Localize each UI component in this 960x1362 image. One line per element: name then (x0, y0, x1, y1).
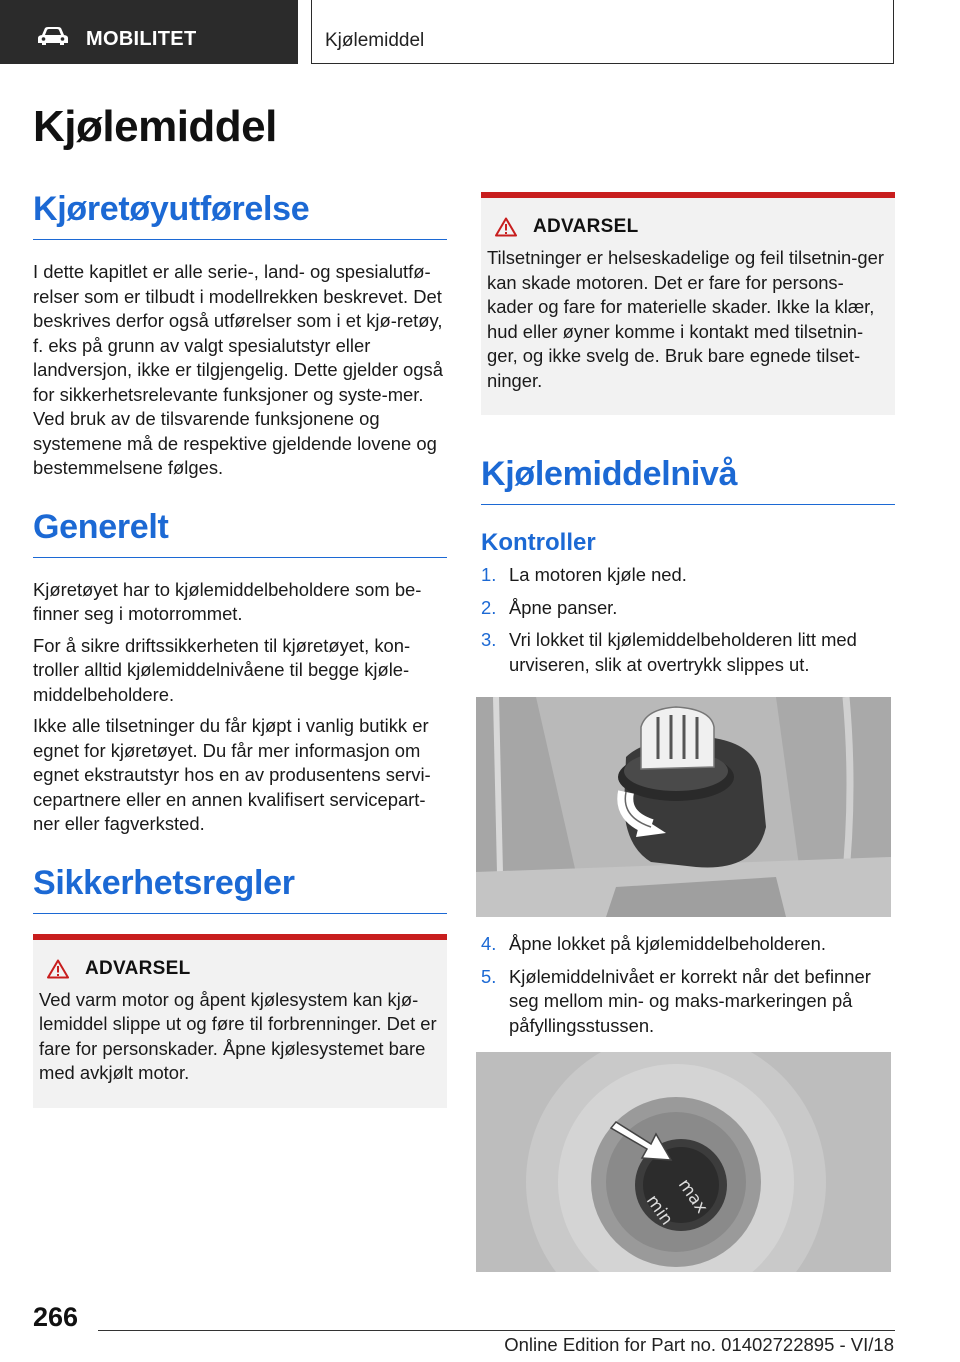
car-icon (36, 26, 70, 46)
page-number: 266 (33, 1302, 79, 1332)
footer-edition: Online Edition for Part no. 01402722895 - VI/18 (504, 1334, 894, 1355)
warning-title: ADVARSEL (533, 216, 639, 237)
general-text-1: Kjøretøyet har to kjølemiddelbeholdere som be‐finner seg i motorrommet. (33, 578, 422, 624)
coolant-cap-illustration (476, 697, 891, 917)
general-text-2: For å sikre driftssikkerheten til kjøretøyet, kon‐troller alltid kjølemiddelnivåene til begge kjøle‐middelbeholdere. (33, 634, 411, 705)
heading-coolant-level: Kjølemiddelnivå (481, 455, 895, 505)
filler-neck-illustration (476, 1052, 891, 1272)
warning-text: Ved varm motor og åpent kjølesystem kan kjø‐lemiddel slippe ut og føre til forbrenninger. Det er fare for personskader. Åpne kjølesystemet bare med avkjølt motor. (39, 988, 437, 1083)
steps-list-1 (481, 563, 895, 677)
heading-vehicle-version: Kjøretøyutførelse (33, 190, 447, 240)
step-item: 5. Kjølemiddelnivået er korrekt når det befinner seg mellom min- og maks-markeringen på påfyllingsstussen. (481, 965, 871, 1036)
warning-title: ADVARSEL (85, 957, 191, 979)
warning-triangle-icon (47, 959, 69, 979)
photo-filler-neck-markings (476, 1052, 891, 1272)
section-header (311, 0, 894, 64)
right-column (481, 192, 895, 685)
photo-reservoir-cap-turn (476, 697, 891, 917)
vehicle-version-text: I dette kapitlet er alle serie-, land- og spesialutfø‐relser som er tilbudt i modellrekken beskrevet. Det beskrives derfor også utførelser som i et kjø‐retøy, f. eks på grunn av valgt spesialutstyr eller landversjon, ikke er tilgjengelig. Dette gjelder også for sikkerhetsrelevante funksjoner og syste‐mer. Ved bruk av de tilsvarende funksjonene og systemene må de respektive gjeldende lovene og bestemmelsene følges. (33, 261, 443, 478)
left-column (33, 190, 447, 1108)
section-header-title: Kjølemiddel (325, 30, 425, 51)
warning-box-hot-engine (33, 934, 447, 1108)
step-item: 1. La motoren kjøle ned. (481, 564, 687, 585)
step-item: 2. Åpne panser. (481, 596, 618, 618)
subheading-check: Kontroller (481, 529, 596, 556)
step-item: 4. Åpne lokket på kjølemiddelbeholderen. (481, 933, 826, 954)
max-label: max (673, 1175, 712, 1218)
page-title: Kjølemiddel (33, 102, 277, 151)
general-text-3: Ikke alle tilsetninger du får kjøpt i vanlig butikk er egnet for kjøretøyet. Du får mer informasjon om egnet ekstrautstyr hos en av produsentens servi‐cepartnere eller en annen kvalifisert servicepart‐ner eller fagverksted. (33, 715, 431, 834)
steps-list-2 (481, 932, 895, 1046)
heading-general: Generelt (33, 508, 447, 558)
step-item: 3. Vri lokket til kjølemiddelbeholderen litt med urviseren, slik at overtrykk slippes ut. (481, 629, 857, 675)
warning-box-additives (481, 192, 895, 415)
min-label: min (641, 1191, 677, 1230)
chapter-label: MOBILITET (86, 28, 197, 50)
warning-triangle-icon (495, 217, 517, 237)
footer-divider (98, 1330, 895, 1331)
heading-safety: Sikkerhetsregler (33, 864, 447, 914)
warning-text: Tilsetninger er helseskadelige og feil tilsetnin‐ger kan skade motoren. Det er fare for persons‐kader og fare for materielle skader. Ikke la klær, hud eller øyner komme i kontakt med tilsetnin‐ger, og ikke svelg de. Bruk bare egnede tilset‐ninger. (487, 247, 884, 391)
chapter-tab[interactable] (0, 0, 298, 64)
